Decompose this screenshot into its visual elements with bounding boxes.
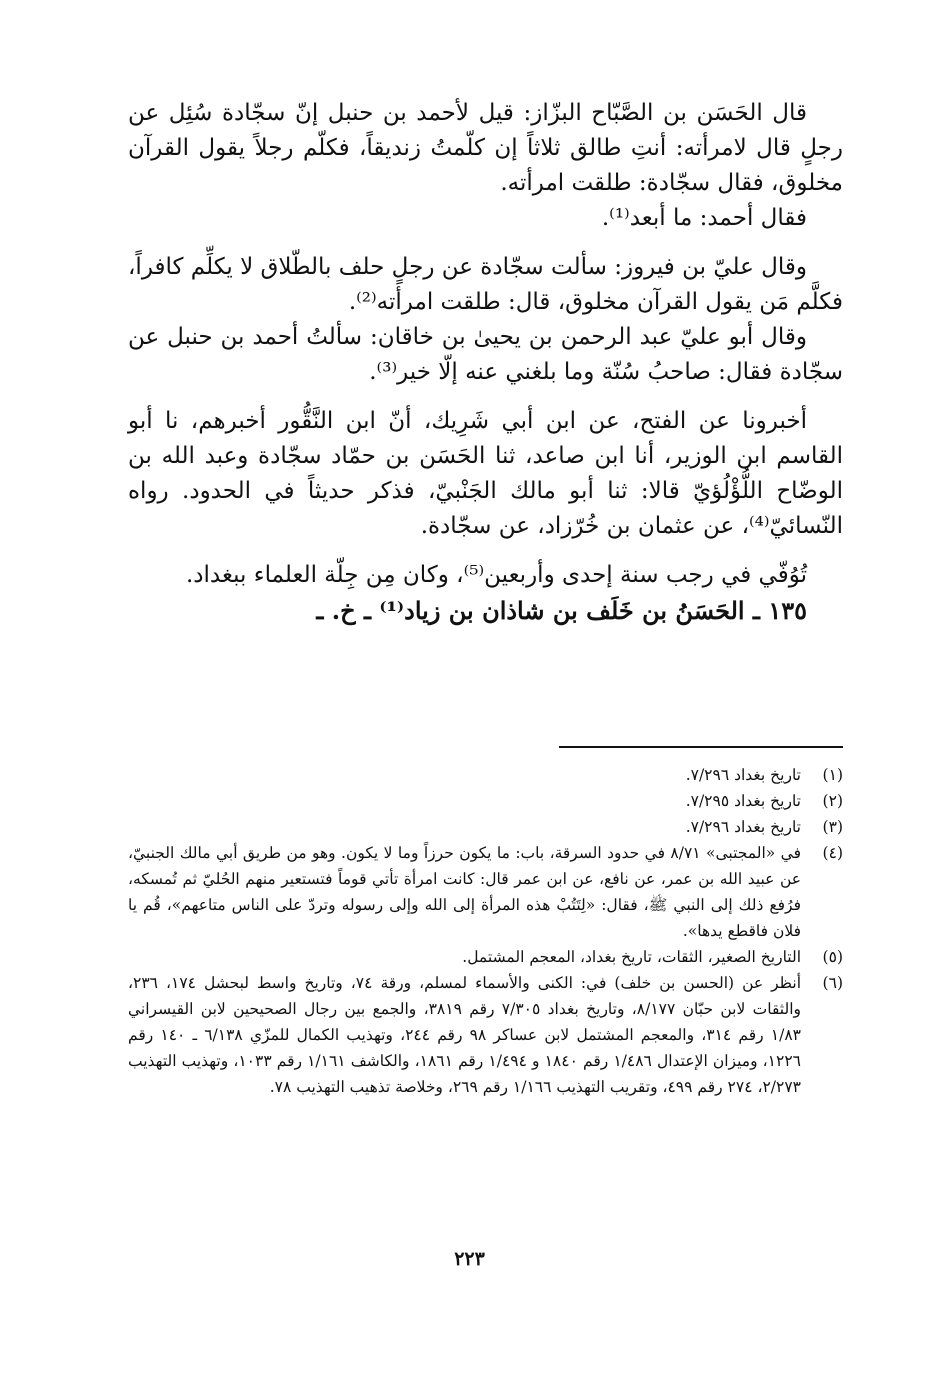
footnote xyxy=(128,762,843,788)
footnote xyxy=(128,840,843,944)
footnote-text: تاريخ بغداد ٧/٢٩٦. xyxy=(685,766,801,784)
footnote-text: التاريخ الصغير، الثقات، تاريخ بغداد، المعجم المشتمل. xyxy=(462,948,801,966)
footnote-number: (٤) xyxy=(822,844,843,862)
footnote-number: (٢) xyxy=(822,792,843,810)
footnotes xyxy=(128,762,843,1100)
footnote xyxy=(128,788,843,814)
footnote-number: (٣) xyxy=(822,818,843,836)
footnote-text: أنظر عن (الحسن بن خلف) في: الكنى والأسماء لمسلم، ورقة ٧٤، وتاريخ واسط لبحشل ١٧٤، ٢٣٦، والثقات لابن حبّان ٨/١٧٧، وتاريخ بغداد ٧/٣٠٥ رقم ٣٨١٩، والجمع بين رجال الصحيحين لابن القيسراني ١/٨٣ رقم ٣١٤، والمعجم المشتمل لابن عساكر ٩٨ رقم ٢٤٤، وتهذيب الكمال للمزّي ٦/١٣٨ ـ ١٤٠ رقم ١٢٢٦، وميزان الإعتدال ١/٤٨٦ رقم ١٨٤٠ و ١/٤٩٤ رقم ١٨٦١، والكاشف ١/١٦١ رقم ١٠٣٣، وتهذيب التهذيب ٢/٢٧٣، ٢٧٤ رقم ٤٩٩، وتقريب التهذيب ١/١٦٦ رقم ٢٦٩، وخلاصة تذهيب التهذيب ٧٨. xyxy=(128,974,802,1096)
paragraph-death: تُوُفّي في رجب سنة إحدى وأربعين⁽⁵⁾، وكان مِن جِلّة العلماء ببغداد. xyxy=(185,562,807,588)
paragraph-isnad: أخبرونا عن الفتح، عن ابن أبي شَرِيك، أنّ ابن النَّقُّور أخبرهم، نا أبو القاسم ابن الوزير، أنا ابن صاعد، ثنا الحَسَن بن حمّاد سجّادة وعبد الله بن الوضّاح اللُّؤْلُؤيّ قالا: ثنا أبو مالك الجَنْبيّ، فذكر حديثاً في الحدود. رواه النّسائيّ⁽⁴⁾، عن عثمان بن خُرّزاد، عن سجّادة. xyxy=(128,408,843,539)
footnote-number: (٦) xyxy=(822,974,843,992)
footnote-number: (١) xyxy=(822,766,843,784)
paragraph-ali-ibn-fayruz: وقال عليّ بن فيروز: سألت سجّادة عن رجلٍ حلف بالطّلاق لا يكلِّم كافراً، فكلَّم مَن يقول القرآن مخلوق، قال: طلقت امرأته⁽²⁾. xyxy=(128,254,843,315)
footnote-number: (٥) xyxy=(822,948,843,966)
footnote-text: في «المجتبى» ٨/٧١ في حدود السرقة، باب: ما يكون حرزاً وما لا يكون. وهو من طريق أبي مالك الجنبيّ، عن عبيد الله بن عمر، عن نافع، عن ابن عمر قال: كانت امرأة تأتي قوماً فتستعير منهم الحُليّ ثم تُمسكه، فرُفع ذلك إلى النبي ﷺ، فقال: «لِتَتُبْ هذه المرأة إلى الله وإلى رسوله وتردّ على الناس متاعهم»، قُم يا فلان فاقطع يدها». xyxy=(128,844,802,940)
entry-heading: ١٣٥ ـ الحَسَنُ بن خَلَف بن شاذان بن زياد⁽¹⁾ ـ خ. ـ xyxy=(316,596,807,625)
footnote xyxy=(128,944,843,970)
paragraph-abu-ali: وقال أبو عليّ عبد الرحمن بن يحيىٰ بن خاقان: سألتُ أحمد بن حنبل عن سجّادة فقال: صاحبُ سُنّة وما بلغني عنه إلّا خير⁽³⁾. xyxy=(128,324,843,385)
paragraph-sajjada-question: قال الحَسَن بن الصَّبّاح البزّاز: قيل لأحمد بن حنبل إنّ سجّادة سُئِل عن رجلٍ قال لامرأته: أنتِ طالق ثلاثاً إن كلّمتُ زنديقاً، فكلّم رجلاً يقول القرآن مخلوق، فقال سجّادة: طلقت امرأته. xyxy=(128,100,843,196)
footnote-text: تاريخ بغداد ٧/٢٩٥. xyxy=(685,792,801,810)
page-number: ٢٢٣ xyxy=(454,1248,485,1270)
footnote-divider xyxy=(559,746,843,748)
footnote xyxy=(128,814,843,840)
footnote xyxy=(128,970,843,1100)
paragraph-ahmad-reply: فقال أحمد: ما أبعد⁽¹⁾. xyxy=(601,205,807,231)
main-text xyxy=(128,96,843,628)
footnote-text: تاريخ بغداد ٧/٢٩٦. xyxy=(685,818,801,836)
